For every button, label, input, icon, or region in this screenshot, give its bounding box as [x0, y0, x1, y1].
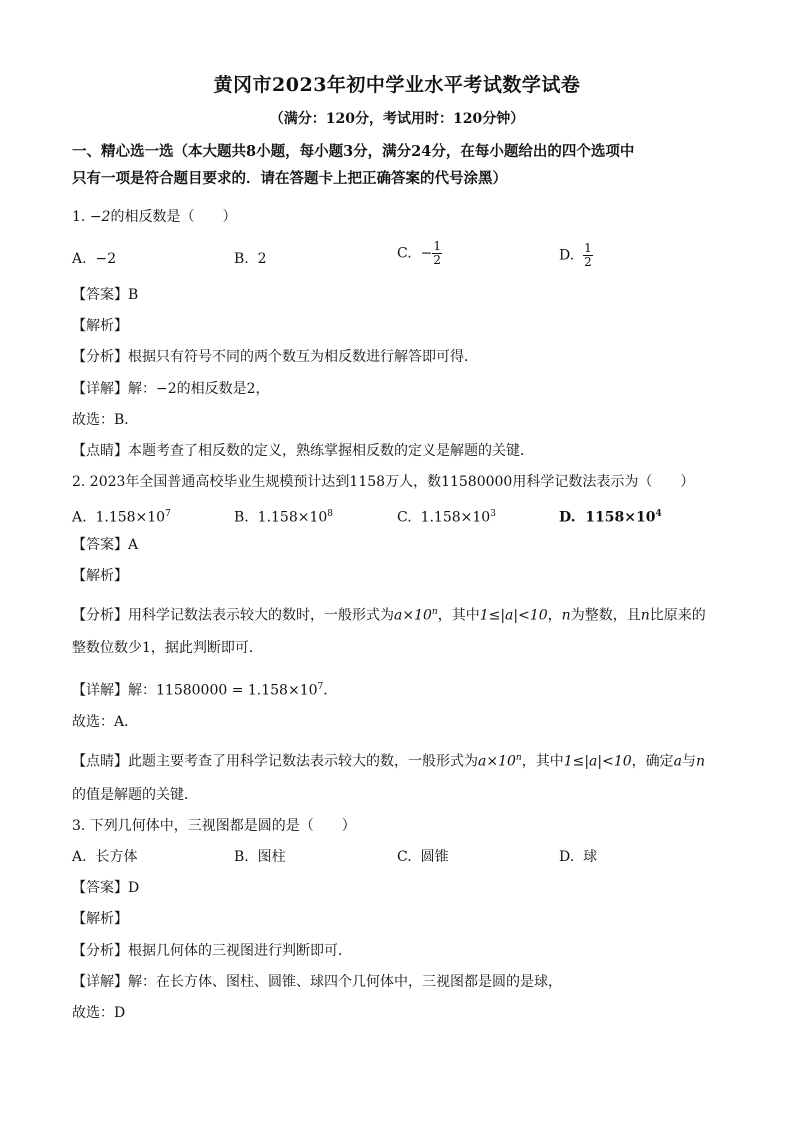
- q1-option-b: B. 2: [234, 251, 267, 267]
- q2-dianjing: 【点睛】此题主要考查了用科学记数法表示较大的数，一般形式为$a\times 10^n$，其中1≤|a|<10，确定a与n: [72, 753, 706, 770]
- question-3-stem: 3. 下列几何体中，三视图都是圆的是（ ）: [72, 818, 356, 834]
- q2-analysis-tag: 【解析】: [72, 568, 128, 584]
- fraction: $\frac{1}{2}$: [433, 239, 441, 267]
- q1-xiangjie: 【详解】解：−2的相反数是2，: [72, 381, 270, 397]
- q2-option-b: B. $1.158\times 10^8$: [234, 509, 334, 526]
- q2-choose: 故选：A．: [72, 714, 139, 730]
- q2-option-a: A. $1.158\times 10^7$: [72, 509, 171, 526]
- q2-fenxi: 【分析】用科学记数法表示较大的数时，一般形式为$a\times 10^n$，其中1≤|a|<10，n为整数，且n比原来的: [72, 607, 706, 624]
- q3-analysis-tag: 【解析】: [72, 911, 128, 927]
- q1-option-d: D. $\frac{1}{2}$: [559, 241, 592, 269]
- q1-option-c: C. − $\frac{1}{2}$: [397, 239, 441, 267]
- page-title: 黄冈市2023年初中学业水平考试数学试卷: [213, 74, 581, 96]
- q3-fenxi: 【分析】根据几何体的三视图进行判断即可．: [72, 943, 352, 959]
- section-heading-line2: 只有一项是符合题目要求的．请在答题卡上把正确答案的代号涂黑）: [72, 170, 507, 187]
- q2-option-d: D. $1158\times 10^4$: [559, 509, 662, 526]
- q1-answer: 【答案】B: [72, 287, 139, 303]
- q2-option-c: C. $1.158\times 10^3$: [397, 509, 496, 526]
- q3-option-a: A. 长方体: [72, 849, 138, 865]
- q1-fenxi: 【分析】根据只有符号不同的两个数互为相反数进行解答即可得．: [72, 349, 478, 365]
- page-subtitle: （满分：120分，考试用时：120分钟）: [269, 111, 525, 127]
- q1-option-a: A. −2: [72, 251, 117, 267]
- q2-fenxi-line2: 整数位数少1，据此判断即可．: [72, 640, 263, 656]
- q3-option-b: B. 图柱: [234, 849, 286, 865]
- q3-option-d: D. 球: [559, 849, 598, 865]
- question-1-stem: 1. −2的相反数是（ ）: [72, 209, 237, 225]
- q3-xiangjie: 【详解】解：在长方体、图柱、圆锥、球四个几何体中，三视图都是圆的是球，: [72, 974, 562, 990]
- question-2-stem: 2. 2023年全国普通高校毕业生规模预计达到1158万人，数11580000用科学记数法表示为（ ）: [72, 474, 695, 490]
- q3-answer: 【答案】D: [72, 880, 140, 896]
- section-heading-line1: 一、精心选一选（本大题共8小题，每小题3分，满分24分，在每小题给出的四个选项中: [72, 143, 635, 160]
- fraction: $\frac{1}{2}$: [584, 241, 592, 269]
- q3-choose: 故选：D: [72, 1005, 126, 1021]
- q3-option-c: C. 圆锥: [397, 849, 449, 865]
- q1-analysis-tag: 【解析】: [72, 318, 128, 334]
- q2-xiangjie: 【详解】解：$11580000 = 1.158\times 10^7$．: [72, 682, 338, 699]
- q2-answer: 【答案】A: [72, 537, 139, 553]
- q1-choose: 故选：B．: [72, 412, 139, 428]
- q1-dianjing: 【点睛】本题考查了相反数的定义，熟练掌握相反数的定义是解题的关键．: [72, 443, 534, 459]
- q2-dianjing-line2: 的值是解题的关键．: [72, 787, 198, 803]
